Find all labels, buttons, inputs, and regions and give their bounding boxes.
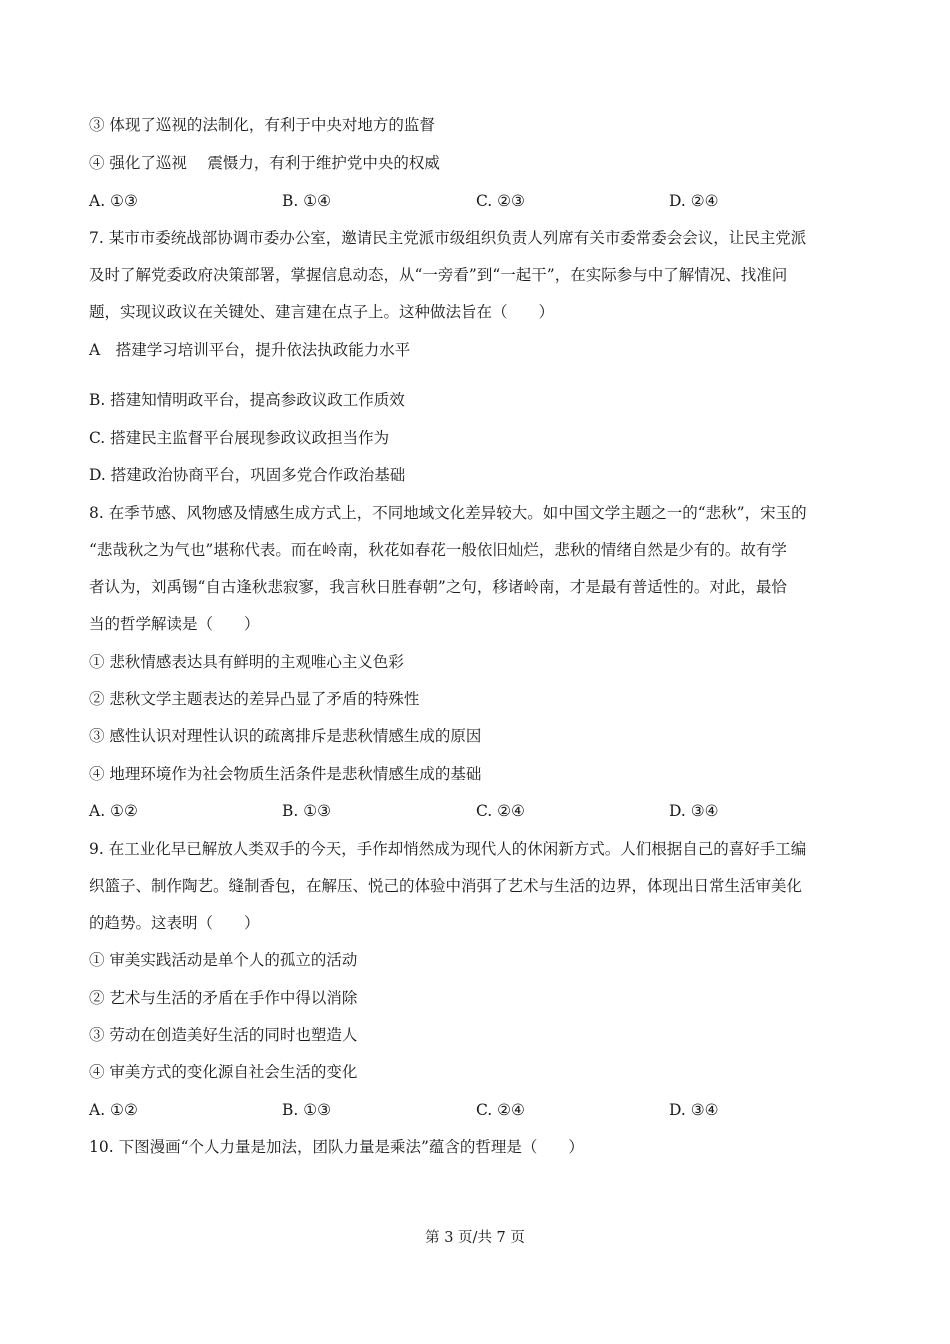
q7-stem-line-2: 及时了解党委政府决策部署，掌握信息动态，从“一旁看”到“一起干”，在实际参与中了解情况、找准问: [89, 266, 788, 284]
q7-stem-line-1: 7. 某市市委统战部协调市委办公室，邀请民主党派市级组织负责人列席有关市委常委会会议，让民主党派: [89, 229, 807, 247]
q7-stem-line-3: 题，实现议政议在关键处、建言建在点子上。这种做法旨在（ ）: [89, 303, 555, 321]
q9-option-b: B. ①③: [282, 1101, 332, 1119]
q8-stem-line-3: 者认为，刘禹锡“自古逢秋悲寂寥，我言秋日胜春朝”之句，移诸岭南，才是最有普适性的。对此，最恰: [89, 578, 787, 596]
q8-item-3: ③ 感性认识对理性认识的疏离排斥是悲秋情感生成的原因: [89, 727, 482, 745]
q7-option-d: D. 搭建政治协商平台，巩固多党合作政治基础: [89, 466, 406, 484]
q6-option-b: B. ①④: [282, 192, 332, 210]
q9-stem-line-3: 的趋势。这表明（ ）: [89, 914, 260, 932]
q9-stem-line-2: 织篮子、制作陶艺。缝制香包，在解压、悦己的体验中消弭了艺术与生活的边界，体现出日常生活审美化: [89, 877, 803, 895]
q9-item-1: ① 审美实践活动是单个人的孤立的活动: [89, 951, 358, 969]
q9-item-2: ② 艺术与生活的矛盾在手作中得以消除: [89, 989, 358, 1007]
q9-item-4: ④ 审美方式的变化源自社会生活的变化: [89, 1063, 358, 1081]
q9-stem-line-1: 9. 在工业化早已解放人类双手的今天，手作却悄然成为现代人的休闲新方式。人们根据自己的喜好手工编: [89, 840, 807, 858]
q8-item-4: ④ 地理环境作为社会物质生活条件是悲秋情感生成的基础: [89, 765, 482, 783]
q6-item-4: ④ 强化了巡视 震慑力，有利于维护党中央的权威: [89, 154, 440, 172]
q8-stem-line-2: “悲哉秋之为气也”堪称代表。而在岭南，秋花如春花一般依旧灿烂，悲秋的情绪自然是少有的。故有学: [89, 541, 787, 559]
q8-options: [89, 800, 869, 822]
q9-option-a: A. ①②: [89, 1101, 138, 1119]
q7-option-c: C. 搭建民主监督平台展现参政议政担当作为: [89, 429, 390, 447]
q8-item-1: ① 悲秋情感表达具有鲜明的主观唯心主义色彩: [89, 653, 404, 671]
q8-option-b: B. ①③: [282, 802, 332, 820]
q9-option-c: C. ②④: [476, 1101, 525, 1119]
q6-options: [89, 190, 869, 212]
q8-option-a: A. ①②: [89, 802, 138, 820]
q8-item-2: ② 悲秋文学主题表达的差异凸显了矛盾的特殊性: [89, 690, 420, 708]
q7-option-b: B. 搭建知情明政平台，提高参政议政工作质效: [89, 391, 405, 409]
q9-option-d: D. ③④: [669, 1101, 719, 1119]
q8-option-c: C. ②④: [476, 802, 525, 820]
q6-item-3: ③ 体现了巡视的法制化，有利于中央对地方的监督: [89, 116, 435, 134]
q7-option-a: A 搭建学习培训平台，提升依法执政能力水平: [89, 341, 411, 359]
q9-item-3: ③ 劳动在创造美好生活的同时也塑造人: [89, 1026, 358, 1044]
q10-stem: 10. 下图漫画“个人力量是加法，团队力量是乘法”蕴含的哲理是（ ）: [89, 1138, 584, 1156]
q8-option-d: D. ③④: [669, 802, 719, 820]
q9-options: [89, 1099, 869, 1121]
page-footer: 第 3 页/共 7 页: [425, 1230, 525, 1246]
q6-option-a: A. ①③: [89, 192, 138, 210]
q8-stem-line-1: 8. 在季节感、风物感及情感生成方式上，不同地域文化差异较大。如中国文学主题之一的“悲秋”，宋玉的: [89, 504, 807, 522]
q6-option-d: D. ②④: [669, 192, 719, 210]
q6-option-c: C. ②③: [476, 192, 525, 210]
q8-stem-line-4: 当的哲学解读是（ ）: [89, 615, 260, 633]
